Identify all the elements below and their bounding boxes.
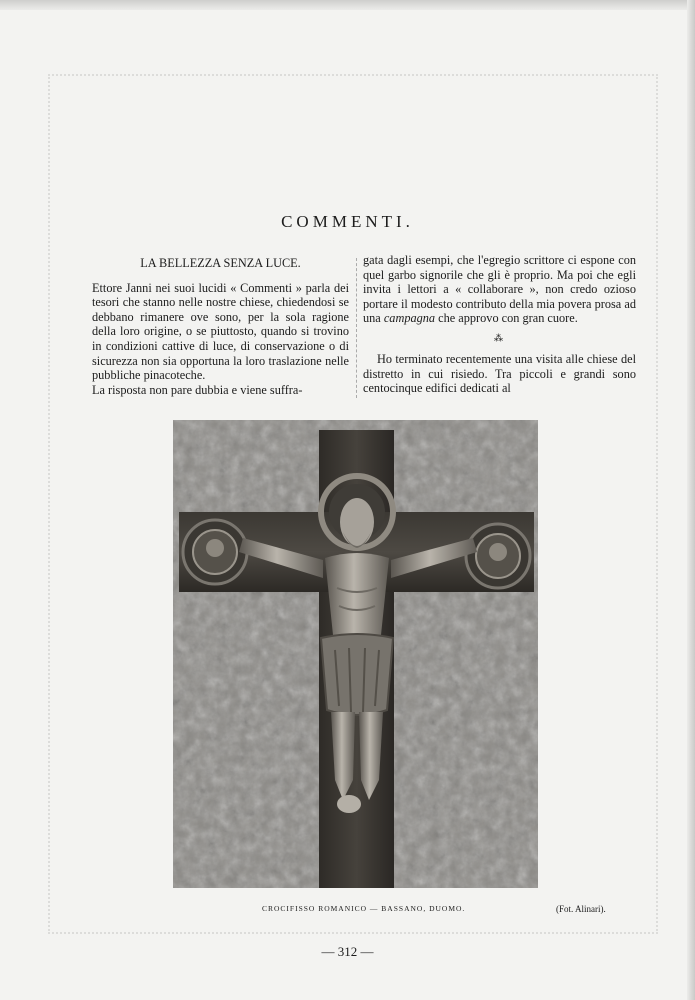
figure-caption: CROCIFISSO ROMANICO — BASSANO, DUOMO. <box>262 904 466 913</box>
article-title: LA BELLEZZA SENZA LUCE. <box>140 256 301 270</box>
article-column-left <box>92 253 349 398</box>
article-text: gata dagli esempi, che l'egregio scrittore ci espone con quel garbo signorile che gli è proprio. Ma poi che egli invita i lettori a « collaborare », non credo ozioso portare il modesto contributo della mia povera prosa ad una <box>363 253 636 326</box>
section-separator: ⁂ <box>494 332 505 343</box>
feet <box>337 795 361 813</box>
column-divider <box>356 258 357 398</box>
page-number: — 312 — <box>321 944 374 959</box>
crucifix-photo <box>173 420 538 888</box>
article-column-right <box>363 253 636 398</box>
loincloth <box>321 634 393 715</box>
left-medallion <box>183 520 247 584</box>
article-text: che approvo con gran cuore. <box>435 311 578 326</box>
article-paragraph: Ettore Janni nei suoi lucidi « Commenti » parla dei tesori che stanno nelle nostre chiese, chiedendosi se debbano rimanere ove sono, per la sola ragione della loro origine, o se piuttosto, quando si trovino in condizioni cattive di luce, di conservazione o di sicurezza non sia opportuna la loro traslazione nelle pubbliche pinacoteche. <box>92 280 349 383</box>
page-top-edge <box>0 0 695 10</box>
article-paragraph: La risposta non pare dubbia e viene suffra- <box>92 382 303 397</box>
article-paragraph <box>363 253 636 326</box>
right-medallion <box>466 524 530 588</box>
crucifix-image <box>173 420 538 888</box>
torso <box>325 553 389 642</box>
article-text-italic: campagna <box>383 311 436 326</box>
section-heading: COMMENTI. <box>281 212 414 231</box>
photo-credit: (Fot. Alinari). <box>556 904 606 914</box>
article-paragraph: Ho terminato recentemente una visita alle chiese del distretto in cui risiedo. Tra piccoli e grandi sono centocinque edifici dedicati al <box>363 351 636 396</box>
head <box>340 498 374 546</box>
page-right-edge <box>687 0 695 1000</box>
